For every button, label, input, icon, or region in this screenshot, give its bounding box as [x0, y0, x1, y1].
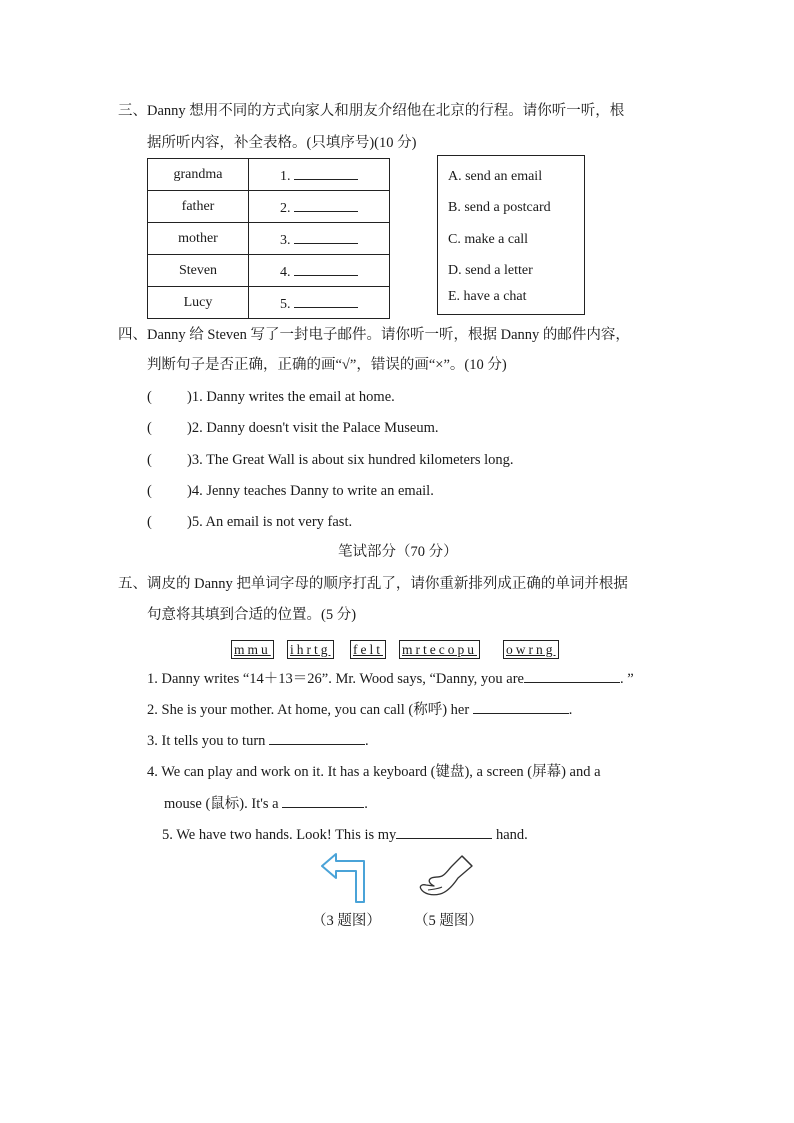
judgement-item[interactable]: ( )1. Danny writes the email at home.	[147, 389, 395, 405]
table-row	[148, 287, 390, 319]
question-5: 5. We have two hands. Look! This is my hand.	[162, 824, 528, 845]
table-row	[148, 191, 390, 223]
person-cell: Lucy	[148, 287, 249, 319]
question-4-line2: mouse (鼠标). It's a .	[164, 793, 368, 814]
matching-table	[147, 158, 390, 319]
answer-blank[interactable]	[269, 730, 365, 745]
answer-blank[interactable]	[473, 699, 569, 714]
written-part-title: 笔试部分（70 分）	[338, 544, 458, 560]
judgement-item[interactable]: ( )2. Danny doesn't visit the Palace Museum.	[147, 420, 439, 436]
table-row	[148, 223, 390, 255]
section4-heading-line1: 四、Danny 给 Steven 写了一封电子邮件。请你听一听，根据 Danny 的邮件内容，	[118, 327, 630, 343]
question-4-line1: 4. We can play and work on it. It has a keyboard (键盘), a screen (屏幕) and a	[147, 764, 601, 780]
person-cell: Steven	[148, 255, 249, 287]
hand-icon	[418, 854, 474, 900]
answer-blank[interactable]	[282, 793, 364, 808]
option-a: A. send an email	[448, 169, 543, 184]
question-3: 3. It tells you to turn .	[147, 730, 369, 751]
judgement-item[interactable]: ( )3. The Great Wall is about six hundred kilometers long.	[147, 452, 514, 468]
option-c: C. make a call	[448, 232, 529, 247]
answer-blank[interactable]	[396, 824, 492, 839]
scrambled-word: felt	[350, 640, 386, 659]
answer-cell[interactable]: 1.	[249, 159, 390, 191]
scrambled-word: owrng	[503, 640, 559, 659]
options-box	[437, 155, 585, 315]
section3-heading-line1: 三、Danny 想用不同的方式向家人和朋友介绍他在北京的行程。请你听一听，根	[118, 103, 625, 119]
scrambled-word: mmu	[231, 640, 274, 659]
person-cell: father	[148, 191, 249, 223]
option-b: B. send a postcard	[448, 200, 551, 215]
table-row	[148, 255, 390, 287]
scrambled-word: ihrtg	[287, 640, 334, 659]
section5-heading-line1: 五、调皮的 Danny 把单词字母的顺序打乱了，请你重新排列成正确的单词并根据	[118, 576, 628, 592]
option-e: E. have a chat	[448, 289, 527, 304]
option-d: D. send a letter	[448, 263, 533, 278]
question-1: 1. Danny writes “14＋13＝26”. Mr. Wood says, “Danny, you are . ”	[147, 668, 634, 689]
answer-cell[interactable]: 3.	[249, 223, 390, 255]
question-2: 2. She is your mother. At home, you can call (称呼) her .	[147, 699, 572, 720]
person-cell: mother	[148, 223, 249, 255]
answer-cell[interactable]: 4.	[249, 255, 390, 287]
judgement-item[interactable]: ( )4. Jenny teaches Danny to write an email.	[147, 483, 434, 499]
section4-heading-line2: 判断句子是否正确，正确的画“√”，错误的画“×”。(10 分)	[147, 357, 507, 373]
turn-left-arrow-icon	[320, 852, 368, 904]
table-row	[148, 159, 390, 191]
section3-heading-line2: 据所听内容，补全表格。(只填序号)(10 分)	[147, 135, 417, 151]
answer-cell[interactable]: 2.	[249, 191, 390, 223]
judgement-item[interactable]: ( )5. An email is not very fast.	[147, 514, 353, 530]
section5-heading-line2: 句意将其填到合适的位置。(5 分)	[147, 607, 357, 623]
answer-blank[interactable]	[524, 668, 620, 683]
person-cell: grandma	[148, 159, 249, 191]
caption-5: （5 题图）	[414, 913, 483, 929]
scrambled-word: mrtecopu	[399, 640, 480, 659]
answer-cell[interactable]: 5.	[249, 287, 390, 319]
caption-3: （3 题图）	[312, 913, 381, 929]
